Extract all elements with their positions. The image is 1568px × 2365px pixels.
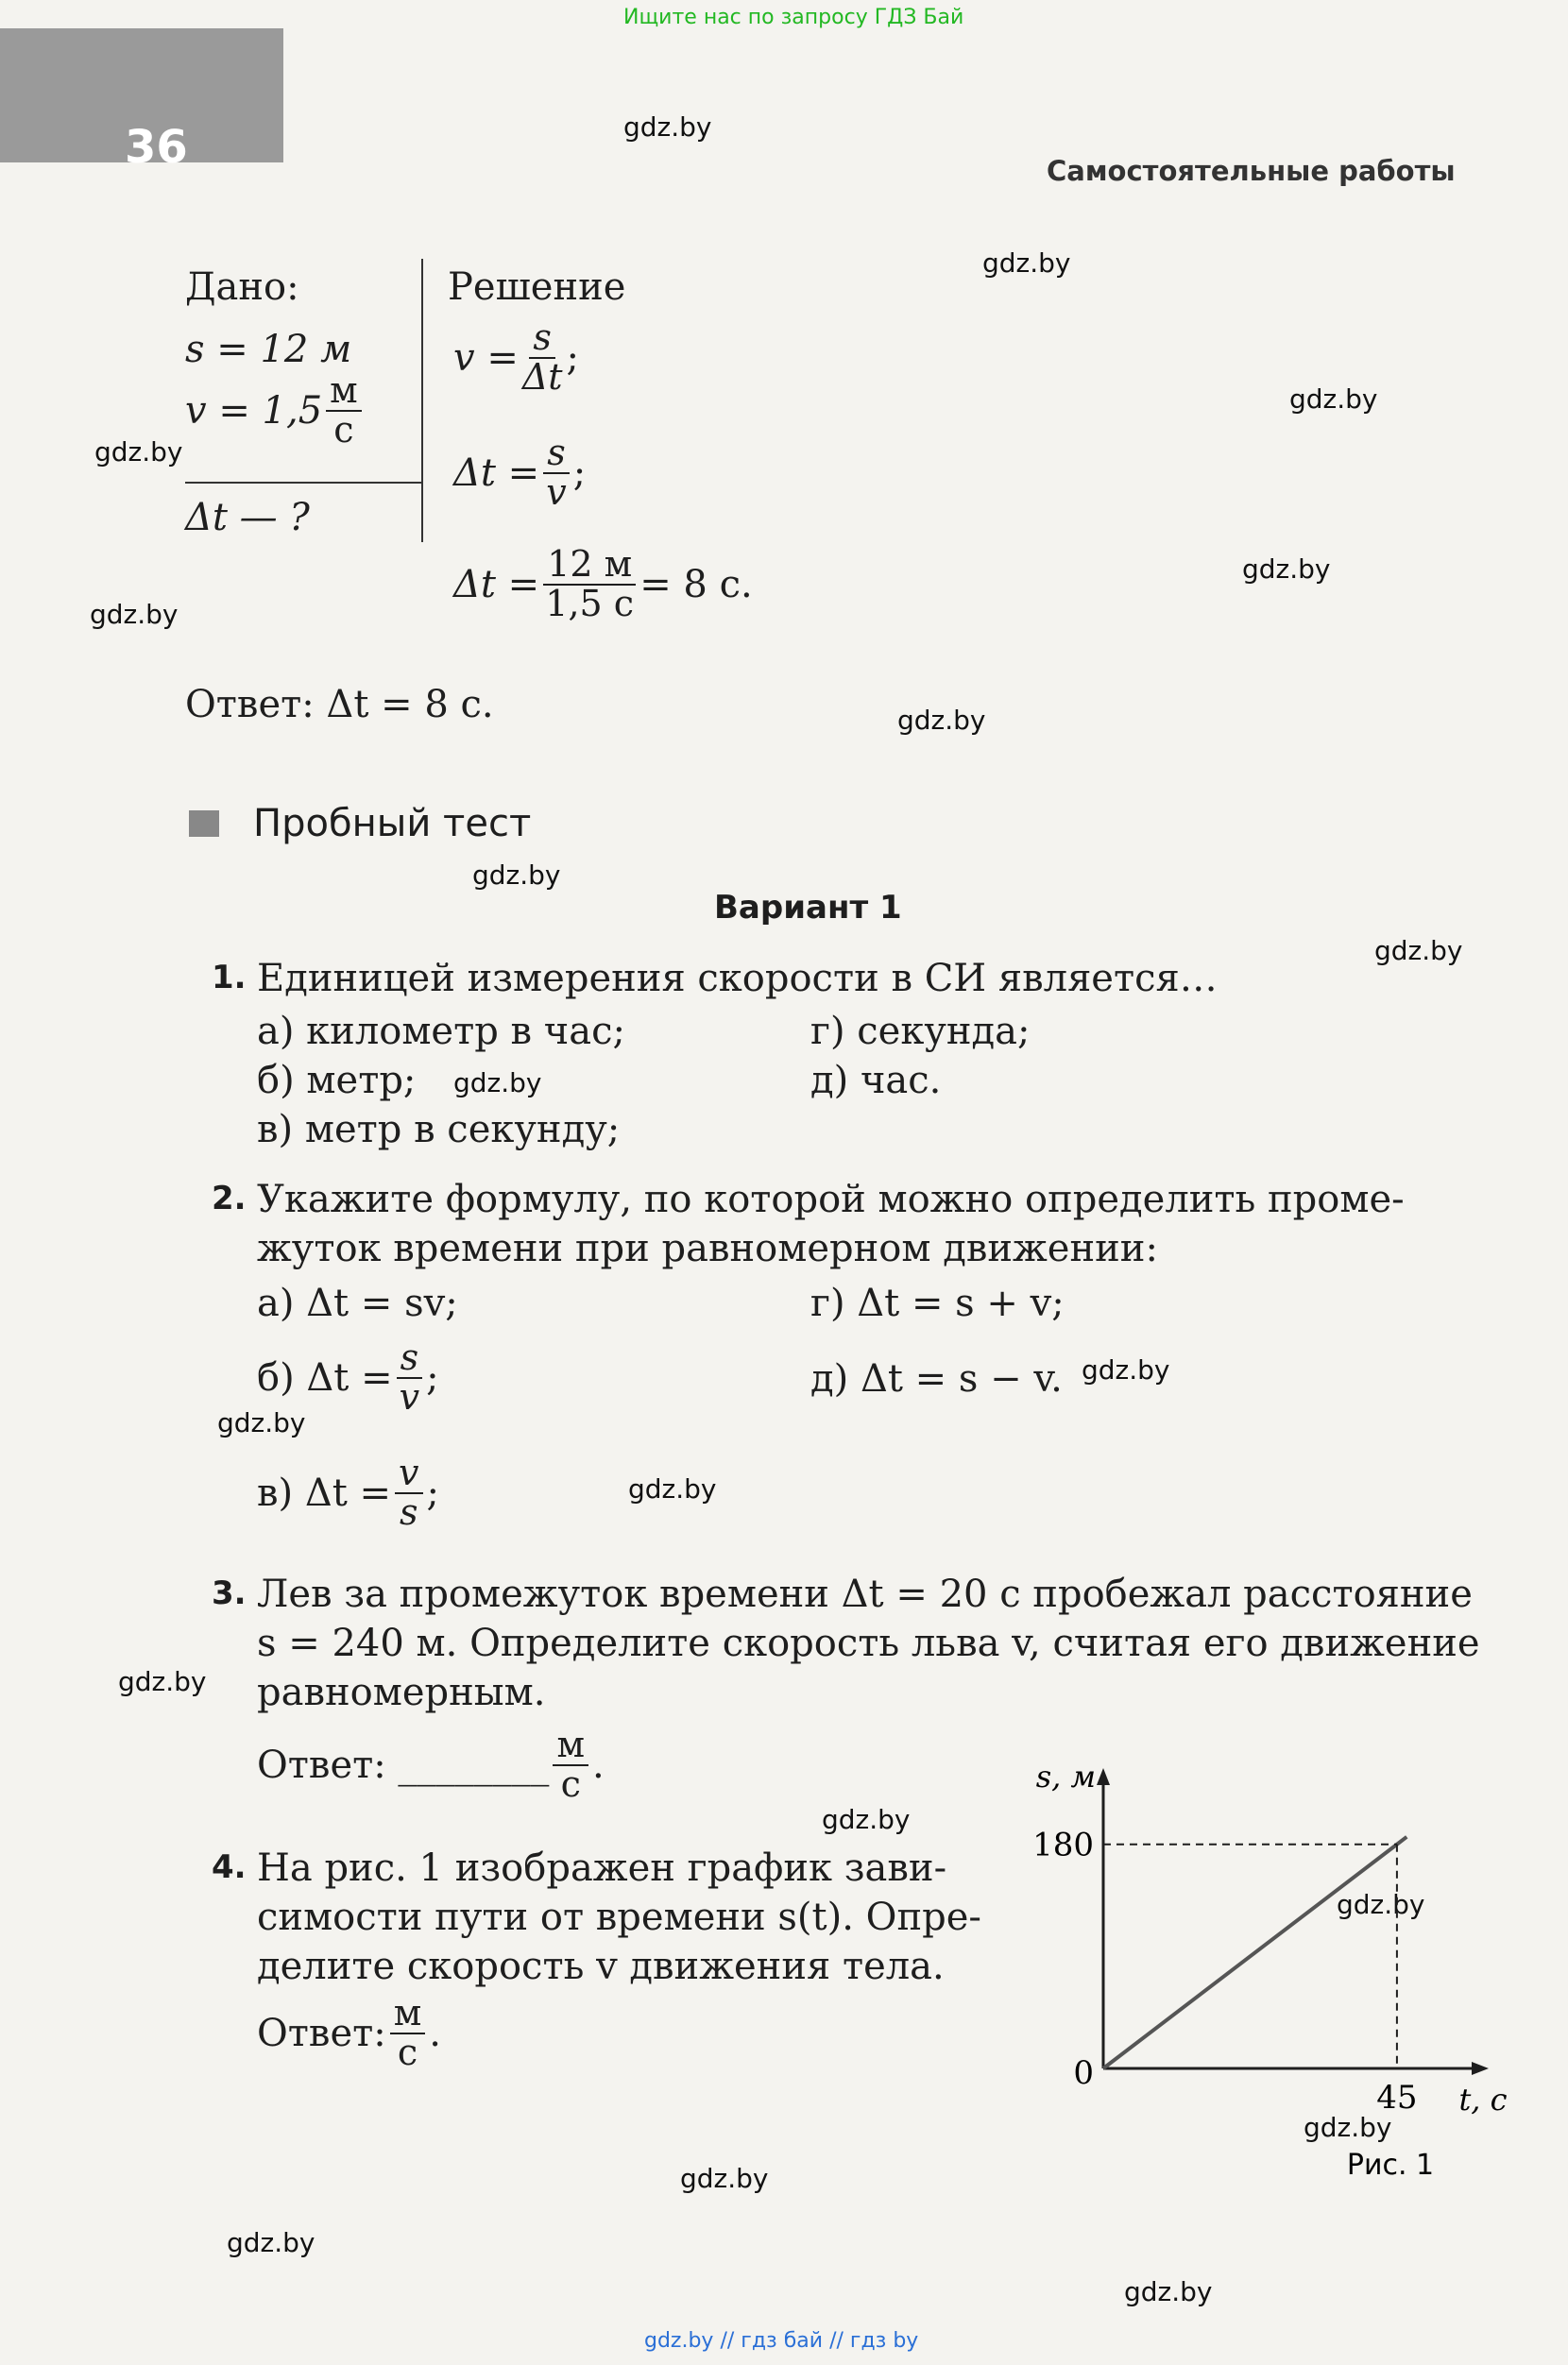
q2-option-b <box>257 1336 439 1418</box>
given-divider <box>185 482 421 484</box>
q2-option-d: д) Δt = s − v. <box>810 1357 1063 1401</box>
solution-line-3-prefix: Δt = <box>453 562 540 606</box>
watermark: gdz.by <box>1082 1354 1170 1386</box>
q2-line-1: Укажите формулу, по которой можно определить проме- <box>257 1178 1405 1221</box>
q2-line-2: жуток времени при равномерном движении: <box>257 1227 1158 1270</box>
watermark: gdz.by <box>217 1407 306 1438</box>
variant-title: Вариант 1 <box>714 889 902 927</box>
watermark: gdz.by <box>623 111 712 143</box>
watermark: gdz.by <box>1304 2112 1392 2143</box>
q2-option-b-prefix: б) Δt = <box>257 1355 393 1400</box>
q2-option-v <box>257 1452 439 1533</box>
q3-line-3: равномерным. <box>257 1671 546 1714</box>
watermark: gdz.by <box>982 247 1071 279</box>
q3-unit-den: с <box>560 1762 581 1805</box>
q3-answer-prefix[interactable]: Ответ: ________ <box>257 1743 550 1787</box>
q4-line-1: На рис. 1 изображен график зави- <box>257 1846 947 1890</box>
given-solution-divider <box>421 259 423 542</box>
q1-option-g: г) секунда; <box>810 1010 1031 1053</box>
footer-links[interactable]: gdz.by // гдз бай // гдз by <box>644 2329 919 2353</box>
q4-line-3: делите скорость v движения тела. <box>257 1945 945 1988</box>
x-tick-label-origin: 0 <box>1073 2054 1094 2092</box>
given-label: Дано: <box>185 265 299 309</box>
watermark: gdz.by <box>453 1067 542 1098</box>
watermark: gdz.by <box>822 1804 911 1835</box>
solution-line-2-prefix: Δt = <box>453 451 540 495</box>
watermark: gdz.by <box>90 599 179 630</box>
solution-line-2-num: s <box>543 434 570 474</box>
given-s: s = 12 м <box>185 328 352 371</box>
q2-option-v-semicolon: ; <box>426 1471 439 1515</box>
watermark: gdz.by <box>1289 383 1378 415</box>
top-link[interactable]: Ищите нас по запросу ГДЗ Бай <box>623 6 964 29</box>
watermark: gdz.by <box>1242 553 1331 585</box>
q2-option-b-semicolon: ; <box>426 1355 439 1400</box>
figure-caption: Рис. 1 <box>1346 2149 1435 2182</box>
q1-option-d: д) час. <box>810 1059 942 1102</box>
given-find: Δt — ? <box>185 496 310 539</box>
q4-line-2: симости пути от времени s(t). Опре- <box>257 1896 981 1939</box>
q2-option-a: а) Δt = sv; <box>257 1282 458 1325</box>
q2-option-g: г) Δt = s + v; <box>810 1282 1065 1325</box>
q2-option-b-num: s <box>397 1339 423 1379</box>
q3-number: 3. <box>212 1574 247 1612</box>
given-v <box>185 369 366 451</box>
watermark: gdz.by <box>1337 1889 1425 1920</box>
x-axis-label: t, с <box>1458 2082 1508 2118</box>
q4-unit-den: с <box>397 2031 418 2073</box>
given-v-prefix: v = 1,5 <box>185 388 323 433</box>
solution-line-1-den: Δt <box>521 355 563 398</box>
solution-line-1: v = $\frac{s}{\Delta t}$ ; <box>453 316 580 398</box>
solution-line-3-den: 1,5 с <box>545 582 635 624</box>
q4-number: 4. <box>212 1848 247 1886</box>
x-tick-label: 45 <box>1376 2079 1418 2117</box>
test-heading: Пробный тест <box>253 802 532 845</box>
watermark: gdz.by <box>227 2227 315 2258</box>
q3-line-1: Лев за промежуток времени Δt = 20 с пробежал расстояние <box>257 1573 1473 1616</box>
q1-option-v: в) метр в секунду; <box>257 1108 621 1151</box>
page-number: 36 <box>125 121 188 174</box>
watermark: gdz.by <box>472 859 561 891</box>
y-axis-arrow <box>1097 1768 1110 1785</box>
q3-line-2: s = 240 м. Определите скорость льва v, считая его движение <box>257 1622 1480 1665</box>
solution-line-1-num: s <box>529 319 555 359</box>
test-heading-marker <box>189 810 219 837</box>
y-axis-label: s, м <box>1035 1759 1096 1795</box>
watermark: gdz.by <box>1374 935 1463 966</box>
watermark: gdz.by <box>680 2163 769 2194</box>
section-title: Самостоятельные работы <box>1047 155 1456 187</box>
y-tick-label: 180 <box>1032 1826 1094 1864</box>
q3-answer <box>257 1724 605 1805</box>
q2-number: 2. <box>212 1180 247 1217</box>
q4-answer-dot: . <box>429 2011 441 2055</box>
watermark: gdz.by <box>897 705 986 736</box>
q1-text: Единицей измерения скорости в СИ является… <box>257 957 1218 1000</box>
q3-answer-dot: . <box>592 1743 605 1787</box>
watermark: gdz.by <box>94 436 183 468</box>
q2-option-b-den: v <box>399 1375 420 1418</box>
q4-answer <box>257 1992 441 2073</box>
x-axis-arrow <box>1472 2062 1489 2075</box>
figure-1-chart <box>1001 1757 1508 2201</box>
q4-unit-num: м <box>390 1995 426 2034</box>
q1-number: 1. <box>212 959 247 996</box>
q3-unit-num: м <box>553 1727 588 1766</box>
given-v-num: м <box>326 372 362 412</box>
q1-option-a: а) километр в час; <box>257 1010 625 1053</box>
solution-line-3-result: = 8 с. <box>639 562 753 606</box>
solution-line-1-prefix: v = <box>453 335 519 380</box>
series-line <box>1103 1837 1406 2068</box>
q1-option-b: б) метр; <box>257 1059 417 1102</box>
solution-line-3-num: 12 м <box>543 546 636 586</box>
watermark: gdz.by <box>628 1473 717 1505</box>
answer: Ответ: Δt = 8 с. <box>185 683 494 726</box>
solution-line-3 <box>453 543 753 624</box>
watermark: gdz.by <box>1124 2276 1213 2307</box>
q2-option-v-prefix: в) Δt = <box>257 1471 392 1515</box>
watermark: gdz.by <box>118 1666 207 1697</box>
q4-answer-prefix[interactable]: Ответ: <box>257 2011 386 2055</box>
solution-line-2-den: v <box>546 470 567 513</box>
solution-line-2: Δt = $\frac{s}{v}$ ; <box>453 432 587 513</box>
q2-option-v-den: s <box>400 1490 418 1533</box>
q2-option-v-num: v <box>395 1455 422 1494</box>
given-v-den: с <box>333 408 354 451</box>
solution-label: Решение <box>448 265 626 309</box>
